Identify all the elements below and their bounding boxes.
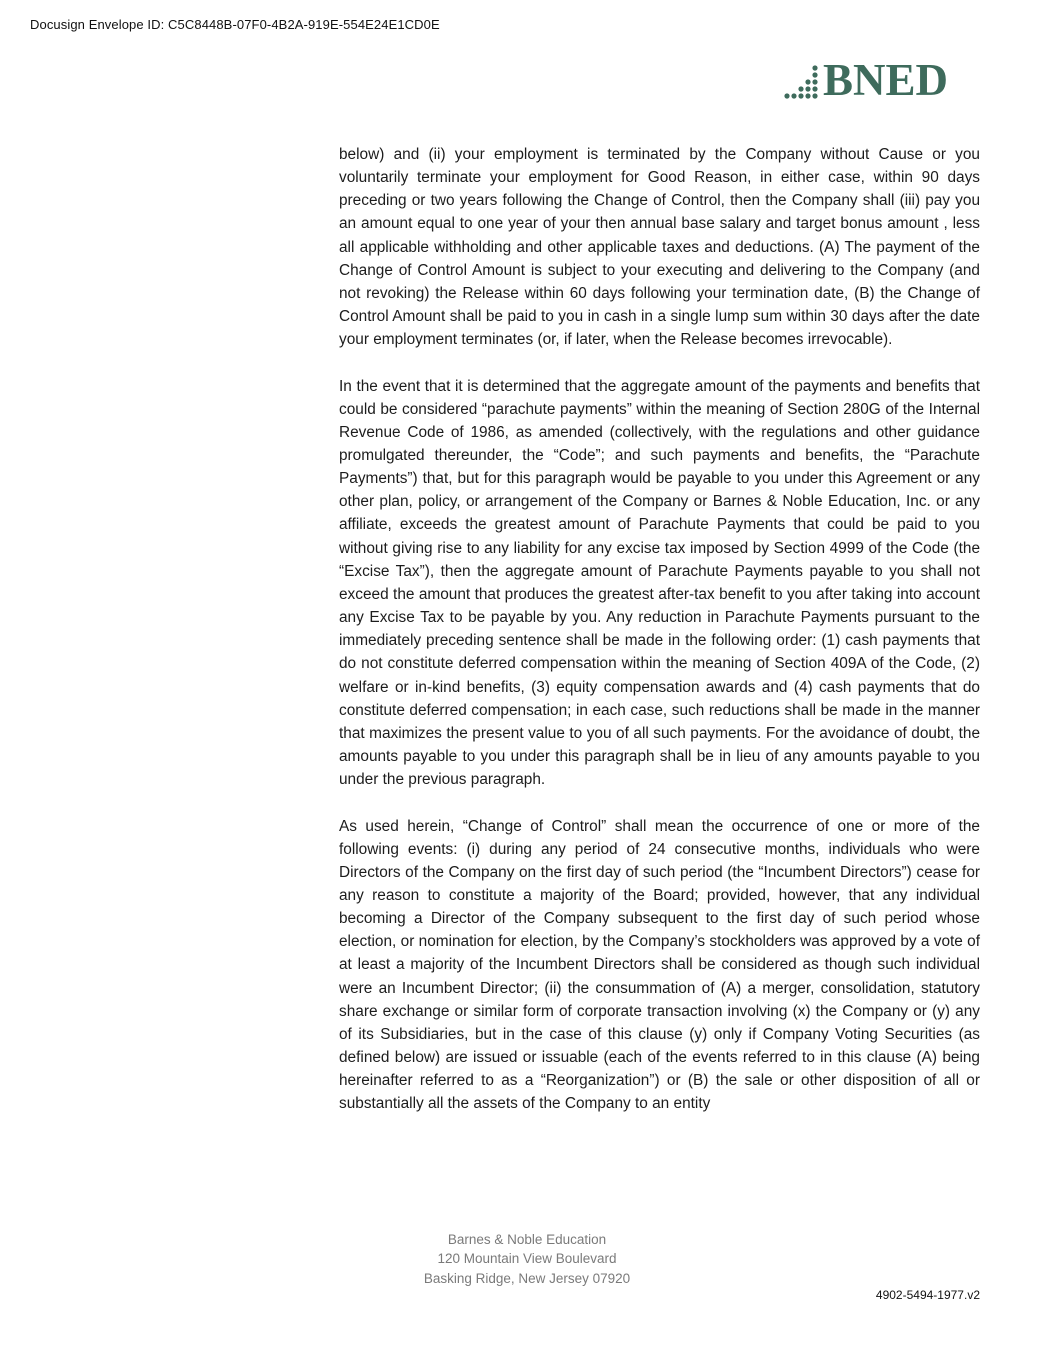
paragraph-change-of-control-definition: As used herein, “Change of Control” shall mean the occurrence of one or more of the following events: (i) during any period of 24 consecutive months, individuals who were Directors of the Company on the first day of such period (the “Incumbent Directors”) cease for any reason to constitute a majority of the Board; provided, however, that any individual becoming a Director of the Company subsequent to the first day of such period whose election, or nomination for election, by the Company’s stockholders was approved by a vote of at least a majority of the Incumbent Directors shall be considered as though such individual were an Incumbent Director; (ii) the consummation of (A) a merger, consolidation, statutory share exchange or similar form of corporate transaction involving (x) the Company or (y) any of its Subsidiaries, but in the case of this clause (y) only if Company Voting Securities (as defined below) are issued or issuable (each of the events referred to in this clause (A) being hereinafter referred to as a “Reorganization”) or (B) the sale or other disposition of all or substantially all the assets of the Company to an entity xyxy=(339,817,980,1113)
dot-grid-icon xyxy=(783,60,819,100)
document-number: 4902-5494-1977.v2 xyxy=(875,1288,980,1302)
bned-logo xyxy=(783,55,949,105)
address-line: Basking Ridge, New Jersey 07920 xyxy=(423,1270,631,1286)
address-line: Barnes & Noble Education xyxy=(447,1232,607,1247)
paragraph-parachute-payments: In the event that it is determined that the aggregate amount of the payments and benefits that could be considered “parachute payments” within the meaning of Section 280G of the Internal Revenue Code of 1986, as amended (collectively, with the regulations and other guidance promulgated thereunder, the “Code”; and such payments and benefits, the “Parachute Payments”) that, but for this paragraph would be payable to you under this Agreement or any other plan, policy, or arrangement of the Company or Barnes & Noble Education, Inc. or any affiliate, exceeds the greatest amount of Parachute Payments that could be paid to you without giving rise to any liability for any excise tax imposed by Section 4999 of the Code (the “Excise Tax”), then the aggregate amount of Parachute Payments payable to you shall not exceed the amount that produces the greatest after-tax benefit to you after taking into account any Excise Tax to be payable by you. Any reduction in Parachute Payments pursuant to the immediately preceding sentence shall be made in the following order: (1) cash payments that do not constitute deferred compensation within the meaning of Section 409A of the Code, (2) welfare or in-kind benefits, (3) equity compensation awards and (4) cash payments that do constitute deferred compensation; in each case, such reductions shall be made in the manner that maximizes the present value to you of all such payments. For the avoidance of doubt, the amounts payable to you under this paragraph shall be in lieu of any amounts payable to you under the previous paragraph. xyxy=(339,377,980,789)
logo-text: BNED xyxy=(823,55,949,105)
address-line: 120 Mountain View Boulevard xyxy=(437,1251,617,1267)
envelope-id: Docusign Envelope ID: C5C8448B-07F0-4B2A-919E-554E24E1CD0E xyxy=(30,17,440,32)
footer-address xyxy=(400,1230,654,1288)
paragraph-change-of-control-payment: below) and (ii) your employment is terminated by the Company without Cause or you voluntarily terminate your employment for Good Reason, in either case, within 90 days preceding or two years following the Change of Control, then the Company shall (iii) pay you an amount equal to one year of your then annual base salary and target bonus amount , less all applicable withholding and other applicable taxes and deductions. (A) The payment of the Change of Control Amount is subject to your executing and delivering to the Company (and not revoking) the Release within 60 days following your termination date, (B) the Change of Control Amount shall be paid to you in cash in a single lump sum within 30 days after the date your employment terminates (or, if later, when the Release becomes irrevocable). xyxy=(339,146,980,349)
letter-body xyxy=(339,143,980,1139)
